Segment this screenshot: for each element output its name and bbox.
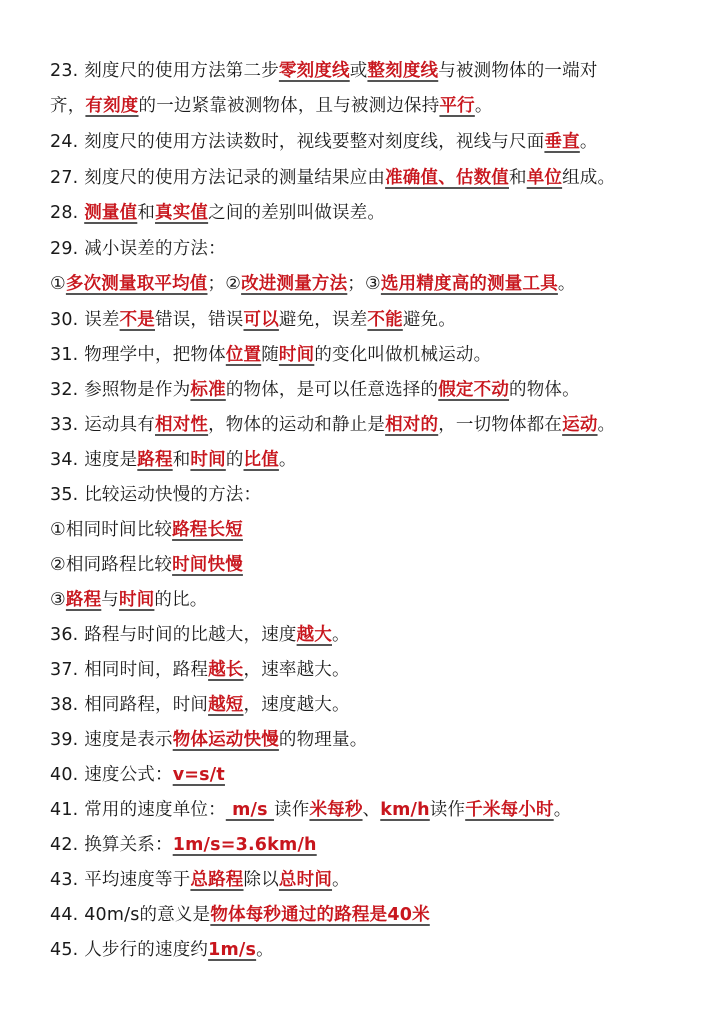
line-text: 。 <box>557 274 576 294</box>
line-text: 36. 路程与时间的比越大，速度 <box>50 625 297 645</box>
answer-highlight: 单位 <box>526 168 563 188</box>
text-line <box>50 900 430 930</box>
line-text: 和 <box>509 168 527 188</box>
line-text: 读作 <box>429 800 466 820</box>
text-line <box>50 655 350 685</box>
answer-highlight: 平行 <box>439 96 475 116</box>
answer-highlight: 1m/s <box>208 940 257 960</box>
line-text: 的一边紧靠被测物体，且与被测边保持 <box>138 96 440 116</box>
text-line <box>50 795 571 825</box>
answer-highlight: 多次测量取平均值 <box>65 274 208 294</box>
text-line <box>50 91 493 121</box>
answer-highlight: 整刻度线 <box>367 61 439 81</box>
line-text: ③ <box>50 590 66 610</box>
answer-highlight: 路程长短 <box>172 520 243 540</box>
line-text: 29. 减小误差的方法： <box>50 239 226 259</box>
line-text: ①相同时间比较 <box>50 520 173 540</box>
answer-highlight: 米每秒 <box>309 800 363 820</box>
answer-highlight: v=s/t <box>172 765 225 785</box>
line-text: 的物理量。 <box>278 730 368 750</box>
line-text: ；② <box>207 274 242 294</box>
answer-highlight: 物体每秒通过的路程是40米 <box>210 905 430 925</box>
line-text: 避免。 <box>402 310 456 330</box>
answer-highlight: 标准 <box>190 380 226 400</box>
text-line <box>50 445 297 475</box>
answer-highlight: 时间快慢 <box>172 555 243 575</box>
line-text: 24. 刻度尺的使用方法读数时，视线要整对刻度线，视线与尺面 <box>50 132 545 152</box>
text-line <box>50 198 385 228</box>
line-text: 。 <box>579 132 598 152</box>
answer-highlight: 零刻度线 <box>278 61 350 81</box>
line-text: 与 <box>101 590 119 610</box>
line-text: 33. 运动具有 <box>50 415 155 435</box>
text-line <box>50 690 350 720</box>
line-text: 34. 速度是 <box>50 450 138 470</box>
text-line <box>50 234 226 264</box>
text-line <box>50 935 274 965</box>
line-text: 23. 刻度尺的使用方法第二步 <box>50 61 279 81</box>
line-text: 和 <box>172 450 191 470</box>
text-line <box>50 515 243 545</box>
line-text: 齐， <box>50 96 86 116</box>
line-text: 的物体，是可以任意选择的 <box>225 380 439 400</box>
answer-highlight: 准确值、估数值 <box>385 168 509 188</box>
answer-highlight: 越大 <box>296 625 332 645</box>
line-text: 。 <box>332 870 350 890</box>
text-line <box>50 163 615 193</box>
line-text: ②相同路程比较 <box>50 555 173 575</box>
line-text: 。 <box>332 625 350 645</box>
text-line <box>50 127 598 157</box>
text-line <box>50 550 243 580</box>
line-text: 、 <box>362 800 381 820</box>
line-text: 。 <box>597 415 616 435</box>
line-text: 43. 平均速度等于 <box>50 870 191 890</box>
line-text: ① <box>50 274 66 294</box>
line-text: 41. 常用的速度单位： <box>50 800 226 820</box>
answer-highlight: 总路程 <box>190 870 244 890</box>
text-line <box>50 340 491 370</box>
answer-highlight: 1m/s=3.6km/h <box>172 835 317 855</box>
answer-highlight: 选用精度高的测量工具 <box>380 274 558 294</box>
line-text: 。 <box>474 96 493 116</box>
text-line <box>50 585 208 615</box>
line-text: 42. 换算关系： <box>50 835 173 855</box>
answer-highlight: 总时间 <box>278 870 333 890</box>
line-text: 避免，误差 <box>278 310 368 330</box>
text-line <box>50 375 580 405</box>
line-text: 和 <box>137 203 156 223</box>
answer-highlight: 可以 <box>243 310 279 330</box>
answer-highlight: 有刻度 <box>85 96 139 116</box>
answer-highlight: 比值 <box>243 450 279 470</box>
line-text: 除以 <box>243 870 279 890</box>
line-text: 37. 相同时间，路程 <box>50 660 209 680</box>
answer-highlight: 路程 <box>65 590 102 610</box>
answer-highlight: m/s <box>225 800 275 820</box>
answer-highlight: 时间 <box>278 345 315 365</box>
text-line <box>50 480 261 510</box>
text-line <box>50 269 576 299</box>
text-line <box>50 725 367 755</box>
answer-highlight: 真实值 <box>155 203 209 223</box>
line-text: 错误，错误 <box>155 310 244 330</box>
line-text: 45. 人步行的速度约 <box>50 940 209 960</box>
answer-highlight: 垂直 <box>544 132 580 152</box>
line-text: 27. 刻度尺的使用方法记录的测量结果应由 <box>50 168 386 188</box>
answer-highlight: 越短 <box>208 695 244 715</box>
line-text: 39. 速度是表示 <box>50 730 173 750</box>
answer-highlight: 相对的 <box>385 415 439 435</box>
answer-highlight: 物体运动快慢 <box>172 730 279 750</box>
answer-highlight: 越长 <box>208 660 244 680</box>
line-text: 35. 比较运动快慢的方法： <box>50 485 262 505</box>
line-text: 30. 误差 <box>50 310 120 330</box>
line-text: 。 <box>553 800 572 820</box>
answer-highlight: 测量值 <box>84 203 138 223</box>
text-line <box>50 305 456 335</box>
answer-highlight: 时间 <box>190 450 226 470</box>
line-text: 38. 相同路程，时间 <box>50 695 209 715</box>
line-text: 28. <box>50 203 85 223</box>
answer-highlight: 改进测量方法 <box>241 274 348 294</box>
answer-highlight: 不能 <box>367 310 403 330</box>
line-text: 。 <box>278 450 297 470</box>
line-text: 与被测物体的一端对 <box>438 61 598 81</box>
text-line <box>50 865 350 895</box>
answer-highlight: km/h <box>380 800 430 820</box>
line-text: 44. 40m/s的意义是 <box>50 905 211 925</box>
line-text: 随 <box>261 345 279 365</box>
answer-highlight: 不是 <box>119 310 155 330</box>
line-text: 31. 物理学中，把物体 <box>50 345 226 365</box>
answer-highlight: 运动 <box>562 415 598 435</box>
text-line <box>50 410 615 440</box>
line-text: ，物体的运动和静止是 <box>208 415 386 435</box>
line-text: ，一切物体都在 <box>438 415 563 435</box>
answer-highlight: 路程 <box>137 450 173 470</box>
line-text: 组成。 <box>562 168 616 188</box>
answer-highlight: 时间 <box>119 590 155 610</box>
line-text: 的变化叫做机械运动。 <box>314 345 492 365</box>
line-text: 的 <box>225 450 244 470</box>
answer-highlight: 相对性 <box>155 415 209 435</box>
line-text: ，速率越大。 <box>243 660 350 680</box>
line-text: 32. 参照物是作为 <box>50 380 191 400</box>
text-line <box>50 56 598 86</box>
line-text: 的比。 <box>154 590 208 610</box>
line-text: 之间的差别叫做误差。 <box>208 203 386 223</box>
text-line <box>50 760 225 790</box>
line-text: ，速度越大。 <box>243 695 350 715</box>
text-line <box>50 830 317 860</box>
line-text: 。 <box>256 940 274 960</box>
answer-highlight: 假定不动 <box>438 380 510 400</box>
line-text: 的物体。 <box>509 380 580 400</box>
line-text: 或 <box>349 61 368 81</box>
text-line <box>50 620 350 650</box>
line-text: 40. 速度公式： <box>50 765 173 785</box>
line-text: 读作 <box>274 800 310 820</box>
line-text: ；③ <box>347 274 381 294</box>
answer-highlight: 位置 <box>225 345 262 365</box>
answer-highlight: 千米每小时 <box>465 800 554 820</box>
